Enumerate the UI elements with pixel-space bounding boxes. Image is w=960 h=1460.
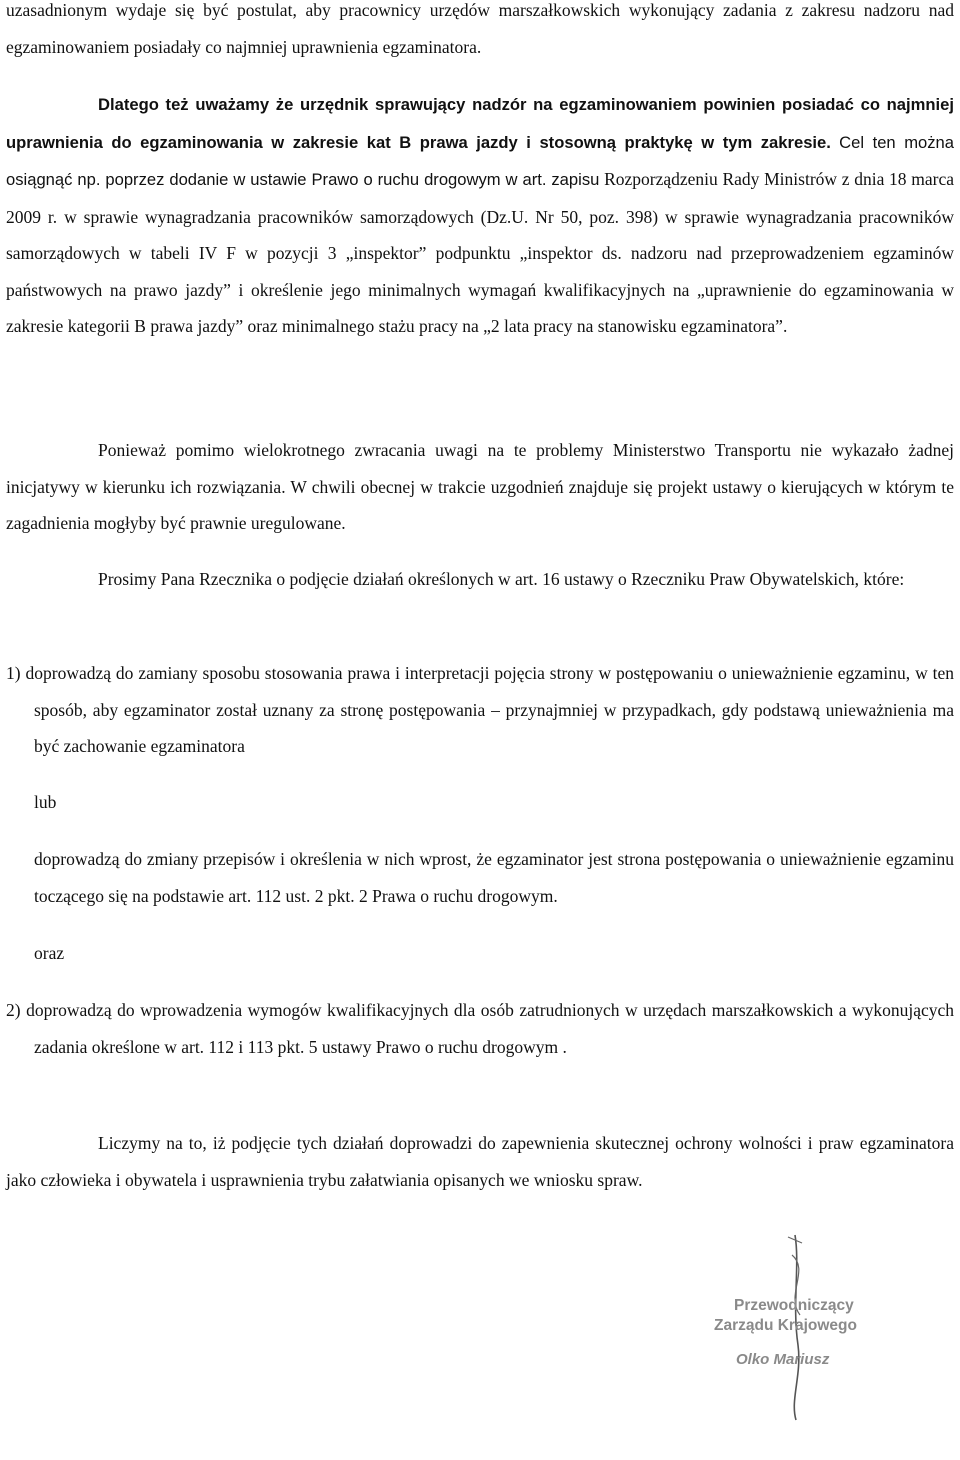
paragraph-proposal bbox=[6, 86, 954, 345]
paragraph-closing-text: Liczymy na to, iż podjęcie tych działań doprowadzi do zapewnienia skutecznej ochrony wolności i praw egzaminatora jako człowieka i obywatela i usprawnienia trybu załatwiania opisanych we wniosku spraw. bbox=[6, 1133, 954, 1190]
connector-lub bbox=[34, 784, 954, 821]
paragraph-ministry-text: Ponieważ pomimo wielokrotnego zwracania uwagi na te problemy Ministerstwo Transportu nie wykazało żadnej inicjatywy w kierunku ich rozwiązania. W chwili obecnej w trakcie uzgodnień znajduje się projekt ustawy o kierujących w którym te zagadnienia mogłyby być prawnie uregulowane. bbox=[6, 440, 954, 533]
paragraph-proposal-bold: Dlatego też uważamy że urzędnik sprawujący nadzór na egzaminowaniem powinien posiadać co najmniej uprawnienia do egzaminowania w zakresie kat B prawa jazdy i stosowną praktykę w tym zakresie. bbox=[6, 95, 954, 152]
list-item-2 bbox=[6, 992, 954, 1065]
paragraph-intro bbox=[6, 0, 954, 65]
paragraph-ministry bbox=[6, 432, 954, 542]
paragraph-request-text: Prosimy Pana Rzecznika o podjęcie działań określonych w art. 16 ustawy o Rzeczniku Praw Obywatelskich, które: bbox=[98, 569, 905, 589]
stamp-title: Przewodniczący bbox=[734, 1297, 854, 1314]
stamp-board: Zarządu Krajowego bbox=[714, 1317, 857, 1334]
list-item-1-text: 1) doprowadzą do zamiany sposobu stosowania prawa i interpretacji pojęcia strony w postępowaniu o unieważnienie egzaminu, w ten sposób, aby egzaminator został uznany za stronę postępowania – przynajmniej w przypadkach, gdy podstawą unieważnienia ma być zachowanie egzaminatora bbox=[6, 663, 954, 756]
paragraph-closing bbox=[6, 1125, 954, 1198]
list-item-1 bbox=[6, 655, 954, 765]
paragraph-proposal-rest: Rozporządzeniu Rady Ministrów z dnia 18 marca 2009 r. w sprawie wynagradzania pracowników samorządowych (Dz.U. Nr 50, poz. 398) w sprawie wynagradzania pracowników samorządowych w tabeli IV F w pozycji 3 „inspektor” podpunktu „inspektor ds. nadzoru nad przeprowadzeniem egzaminów państwowych na prawo jazdy” i określenie jego minimalnych wymagań kwalifikacyjnych na „uprawnienie do egzaminowania w zakresie kategorii B prawa jazdy” oraz minimalnego stażu pracy na „2 lata pracy na stanowisku egzaminatora”. bbox=[6, 169, 955, 336]
connector-oraz-text: oraz bbox=[34, 943, 65, 963]
list-item-2-text: 2) doprowadzą do wprowadzenia wymogów kwalifikacyjnych dla osób zatrudnionych w urzędach marszałkowskich a wykonujących zadania określone w art. 112 i 113 pkt. 5 ustawy Prawo o ruchu drogowym . bbox=[6, 1000, 954, 1057]
connector-oraz bbox=[34, 935, 954, 972]
paragraph-intro-text: uzasadnionym wydaje się być postulat, aby pracownicy urzędów marszałkowskich wykonujący zadania z zakresu nadzoru nad egzaminowaniem posiadały co najmniej uprawnienia egzaminatora. bbox=[6, 0, 954, 57]
list-item-1-alt bbox=[34, 841, 954, 914]
connector-lub-text: lub bbox=[34, 792, 57, 812]
paragraph-proposal-sans: Cel ten można osiągnąć np. poprzez dodanie w ustawie Prawo o ruchu drogowym w art. zapisu bbox=[6, 132, 954, 189]
signature-stamp bbox=[700, 1225, 910, 1425]
paragraph-request bbox=[6, 561, 954, 598]
list-item-1-alt-text: doprowadzą do zmiany przepisów i określenia w nich wprost, że egzaminator jest strona postępowania o unieważnienie egzaminu toczącego się na podstawie art. 112 ust. 2 pkt. 2 Prawa o ruchu drogowym. bbox=[34, 849, 954, 906]
stamp-name: Olko Mariusz bbox=[736, 1351, 830, 1368]
